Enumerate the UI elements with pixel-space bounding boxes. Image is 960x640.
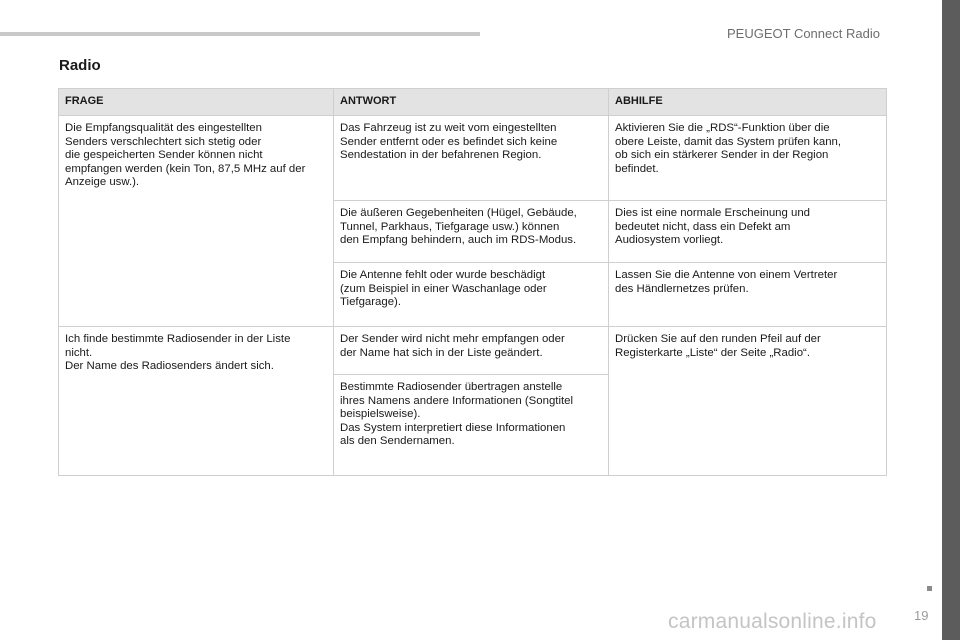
- table-row: [59, 327, 887, 375]
- remedy-text: Drücken Sie auf den runden Pfeil auf der Registerkarte „Liste“ der Seite „Radio“.: [615, 333, 821, 359]
- header-answer: ANTWORT: [334, 89, 609, 116]
- section-title: Radio: [59, 57, 101, 74]
- remedy-text: Dies ist eine normale Erscheinung und bedeutet nicht, dass ein Defekt am Audiosystem vorliegt.: [615, 207, 811, 247]
- answer-cell: [334, 201, 609, 263]
- answer-text: Bestimmte Radiosender übertragen anstelle ihres Namens andere Informationen (Songtitel beispielsweise). Das System interpretiert diese Informationen als den Sendernamen.: [340, 381, 574, 448]
- page-number: 19: [914, 608, 929, 623]
- remedy-cell: [609, 116, 887, 201]
- document-header-title: PEUGEOT Connect Radio: [727, 26, 880, 41]
- question-cell: [59, 116, 334, 327]
- answer-cell: [334, 263, 609, 327]
- header-question: FRAGE: [59, 89, 334, 116]
- top-divider: [0, 32, 480, 36]
- answer-text: Die Antenne fehlt oder wurde beschädigt (zum Beispiel in einer Waschanlage oder Tiefgarage).: [340, 269, 547, 309]
- remedy-text: Lassen Sie die Antenne von einem Vertreter des Händlernetzes prüfen.: [615, 269, 838, 295]
- answer-text: Das Fahrzeug ist zu weit vom eingestellten Sender entfernt oder es befindet sich keine Sendestation in der befahrenen Region.: [340, 122, 558, 162]
- remedy-cell: [609, 201, 887, 263]
- answer-cell: [334, 327, 609, 375]
- page-marker: [927, 586, 932, 591]
- question-cell: [59, 327, 334, 476]
- remedy-cell: [609, 263, 887, 327]
- answer-text: Die äußeren Gegebenheiten (Hügel, Gebäude, Tunnel, Parkhaus, Tiefgarage usw.) können den Empfang behindern, auch im RDS-Modus.: [340, 207, 577, 247]
- remedy-cell: [609, 327, 887, 476]
- question-text: Die Empfangsqualität des eingestellten Senders verschlechtert sich stetig oder die gespeicherten Sender können nicht empfangen werden (kein Ton, 87,5 MHz auf der Anzeige usw.).: [65, 122, 306, 189]
- troubleshooting-table: [58, 88, 887, 476]
- answer-cell: [334, 375, 609, 476]
- answer-text: Der Sender wird nicht mehr empfangen oder der Name hat sich in der Liste geändert.: [340, 333, 565, 359]
- remedy-text: Aktivieren Sie die „RDS“-Funktion über die obere Leiste, damit das System prüfen kann, ob sich ein stärkerer Sender in der Region befindet.: [615, 122, 842, 175]
- table-row: [59, 116, 887, 201]
- watermark: carmanualsonline.info: [668, 610, 877, 633]
- table-header-row: [59, 89, 887, 116]
- header-remedy: ABHILFE: [609, 89, 887, 116]
- page-edge-bar: [942, 0, 960, 640]
- answer-cell: [334, 116, 609, 201]
- question-text: Ich finde bestimmte Radiosender in der Liste nicht. Der Name des Radiosenders ändert sich.: [65, 333, 291, 373]
